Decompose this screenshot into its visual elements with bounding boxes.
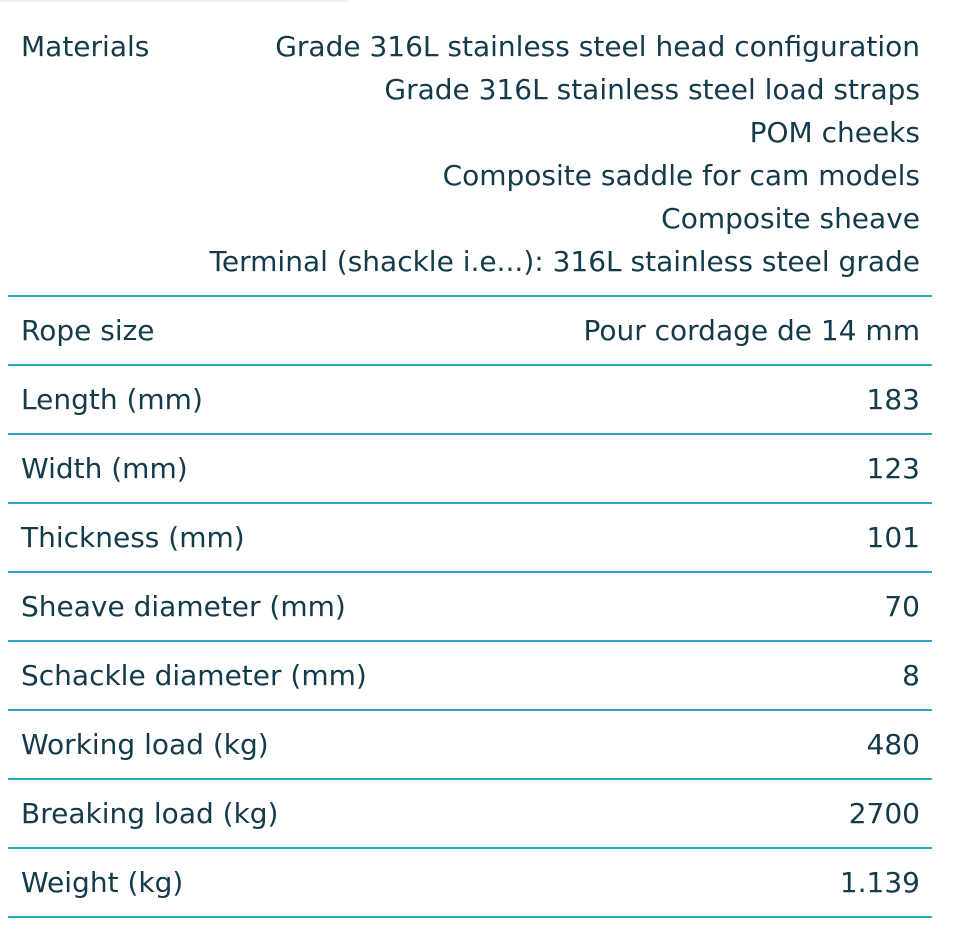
spec-row-width bbox=[8, 435, 932, 504]
materials-line: Composite saddle for cam models bbox=[442, 159, 920, 192]
spec-value: 8 bbox=[902, 659, 920, 692]
spec-value: 183 bbox=[866, 383, 920, 416]
spec-label: Schackle diameter (mm) bbox=[21, 659, 367, 692]
spec-label: Breaking load (kg) bbox=[21, 797, 279, 830]
spec-row-rope-size bbox=[8, 297, 932, 366]
spec-value: 1.139 bbox=[839, 866, 920, 899]
spec-label: Thickness (mm) bbox=[21, 521, 245, 554]
spec-label: Working load (kg) bbox=[21, 728, 269, 761]
spec-label: Weight (kg) bbox=[21, 866, 184, 899]
spec-value: 2700 bbox=[848, 797, 920, 830]
materials-line: Grade 316L stainless steel head configuration bbox=[275, 30, 920, 63]
materials-line: Composite sheave bbox=[661, 202, 920, 235]
spec-row-materials bbox=[8, 25, 932, 297]
spec-label: Rope size bbox=[21, 314, 155, 347]
spec-row-breaking-load bbox=[8, 780, 932, 849]
spec-label: Materials bbox=[21, 30, 150, 63]
spec-row-sheave-diameter bbox=[8, 573, 932, 642]
top-divider bbox=[0, 0, 348, 2]
spec-row-length bbox=[8, 366, 932, 435]
spec-label: Sheave diameter (mm) bbox=[21, 590, 346, 623]
materials-line: Terminal (shackle i.e...): 316L stainless steel grade bbox=[209, 245, 920, 278]
spec-value: Pour cordage de 14 mm bbox=[583, 314, 920, 347]
spec-value: 123 bbox=[866, 452, 920, 485]
spec-label: Length (mm) bbox=[21, 383, 203, 416]
materials-list bbox=[210, 25, 920, 283]
materials-line: POM cheeks bbox=[749, 116, 920, 149]
spec-row-working-load bbox=[8, 711, 932, 780]
spec-value: 480 bbox=[866, 728, 920, 761]
spec-row-shackle-diameter bbox=[8, 642, 932, 711]
specifications-table bbox=[8, 25, 932, 918]
spec-row-thickness bbox=[8, 504, 932, 573]
materials-line: Grade 316L stainless steel load straps bbox=[384, 73, 920, 106]
spec-row-weight bbox=[8, 849, 932, 918]
spec-label: Width (mm) bbox=[21, 452, 188, 485]
spec-value: 101 bbox=[866, 521, 920, 554]
spec-value: 70 bbox=[884, 590, 920, 623]
